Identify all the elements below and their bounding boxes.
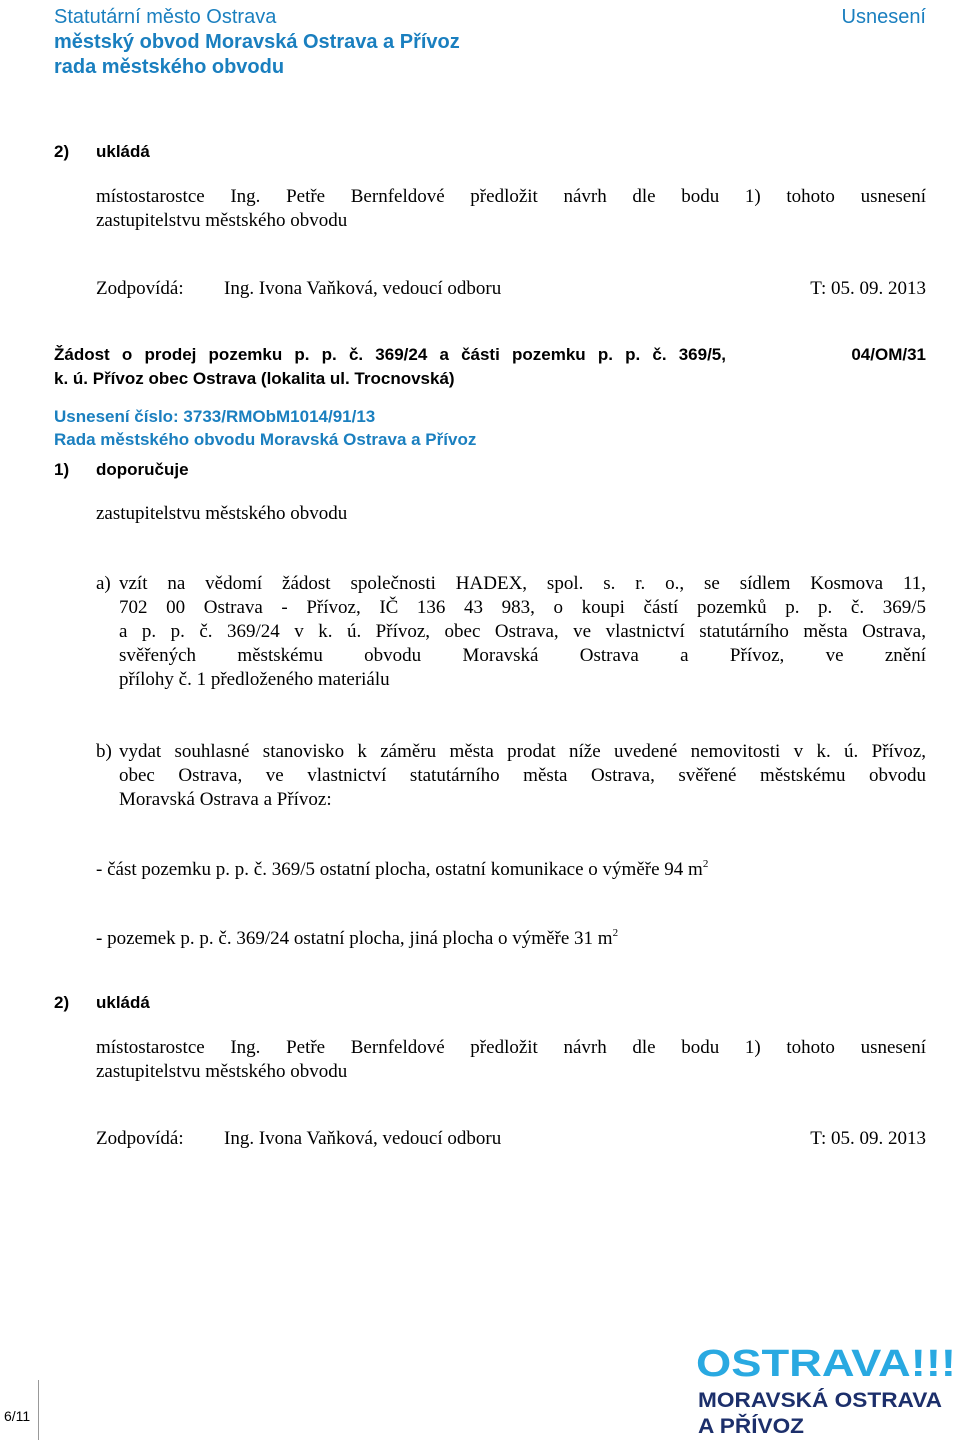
section-number: 2)	[54, 142, 70, 161]
resolution-number: Usnesení číslo: 3733/RMObM1014/91/13	[54, 407, 376, 426]
subject-heading	[54, 343, 926, 391]
responsible-label: Zodpovídá:	[96, 278, 184, 299]
deadline: T: 05. 09. 2013	[810, 278, 926, 299]
responsible-row	[96, 1128, 926, 1150]
parcel-unit-superscript: 2	[612, 927, 619, 939]
item-b-text	[119, 740, 926, 812]
parcel-text: - část pozemku p. p. č. 369/5 ostatní plocha, ostatní komunikace o výměře 94 m	[96, 859, 703, 880]
ostrava-logo	[696, 1342, 958, 1438]
section-verb: ukládá	[96, 142, 150, 161]
header-doc-type: Usnesení	[841, 6, 926, 28]
header-city: Statutární město Ostrava	[54, 6, 277, 28]
logo-line-3: A PŘÍVOZ	[698, 1415, 797, 1438]
responsible-name: Ing. Ivona Vaňková, vedoucí odboru	[224, 1128, 502, 1149]
responsible-name: Ing. Ivona Vaňková, vedoucí odboru	[224, 278, 502, 299]
assignment-text-line-2: zastupitelstvu městského obvodu	[96, 1061, 348, 1082]
section-label	[54, 993, 150, 1013]
responsible-row	[96, 278, 926, 300]
item-a-line-4: svěřených městskému obvodu Moravská Ostrava a Přívoz, ve znění	[119, 645, 926, 666]
item-b-prefix: b)	[96, 741, 112, 762]
item-a-line-3: a p. p. č. 369/24 v k. ú. Přívoz, obec Ostrava, ve vlastnictví statutárního města Ostrava,	[119, 621, 926, 642]
section-label	[54, 142, 150, 162]
item-a-text	[119, 572, 926, 692]
parcel-item	[96, 858, 708, 882]
subject-code: 04/OM/31	[851, 345, 926, 364]
responsible-label: Zodpovídá:	[96, 1128, 184, 1149]
parcel-item	[96, 927, 618, 951]
assignment-text-line-1: místostarostce Ing. Petře Bernfeldové předložit návrh dle bodu 1) tohoto usnesení	[96, 1037, 926, 1058]
page-number: 6/11	[4, 1408, 31, 1424]
logo-line-2: MORAVSKÁ OSTRAVA	[698, 1389, 942, 1412]
parcel-unit-superscript: 2	[702, 858, 709, 870]
assignment-text-line-1: místostarostce Ing. Petře Bernfeldové předložit návrh dle bodu 1) tohoto usnesení	[96, 186, 926, 207]
item-a-line-1: vzít na vědomí žádost společnosti HADEX, spol. s. r. o., se sídlem Kosmova 11,	[119, 573, 926, 594]
deadline: T: 05. 09. 2013	[810, 1128, 926, 1149]
section-verb: doporučuje	[96, 460, 189, 479]
item-a-prefix: a)	[96, 573, 111, 594]
logo-line-1: OSTRAVA!!!	[696, 1343, 956, 1385]
subject-line-1: Žádost o prodej pozemku p. p. č. 369/24 a části pozemku p. p. č. 369/5,	[54, 345, 726, 364]
recipient: zastupitelstvu městského obvodu	[96, 503, 348, 524]
item-b-line-2: obec Ostrava, ve vlastnictví statutárního města Ostrava, svěřené městskému obvodu	[119, 765, 926, 786]
header-district: městský obvod Moravská Ostrava a Přívoz	[54, 31, 460, 53]
assignment-text-line-2: zastupitelstvu městského obvodu	[96, 210, 348, 231]
header-council: rada městského obvodu	[54, 56, 285, 78]
section-number: 2)	[54, 993, 70, 1012]
parcel-text: - pozemek p. p. č. 369/24 ostatní plocha, jiná plocha o výměře 31 m	[96, 928, 613, 949]
section-label	[54, 460, 189, 480]
item-a-line-5: přílohy č. 1 předloženého materiálu	[119, 669, 390, 690]
item-b-line-1: vydat souhlasné stanovisko k záměru města prodat níže uvedené nemovitosti v k. ú. Přívoz,	[119, 741, 926, 762]
footer-divider	[38, 1380, 39, 1440]
section-number: 1)	[54, 460, 70, 479]
item-b-line-3: Moravská Ostrava a Přívoz:	[119, 789, 332, 810]
section-verb: ukládá	[96, 993, 150, 1012]
item-a-line-2: 702 00 Ostrava - Přívoz, IČ 136 43 983, o koupi částí pozemků p. p. č. 369/5	[119, 597, 926, 618]
resolution-body: Rada městského obvodu Moravská Ostrava a Přívoz	[54, 430, 477, 449]
subject-line-2: k. ú. Přívoz obec Ostrava (lokalita ul. Trocnovská)	[54, 369, 455, 388]
